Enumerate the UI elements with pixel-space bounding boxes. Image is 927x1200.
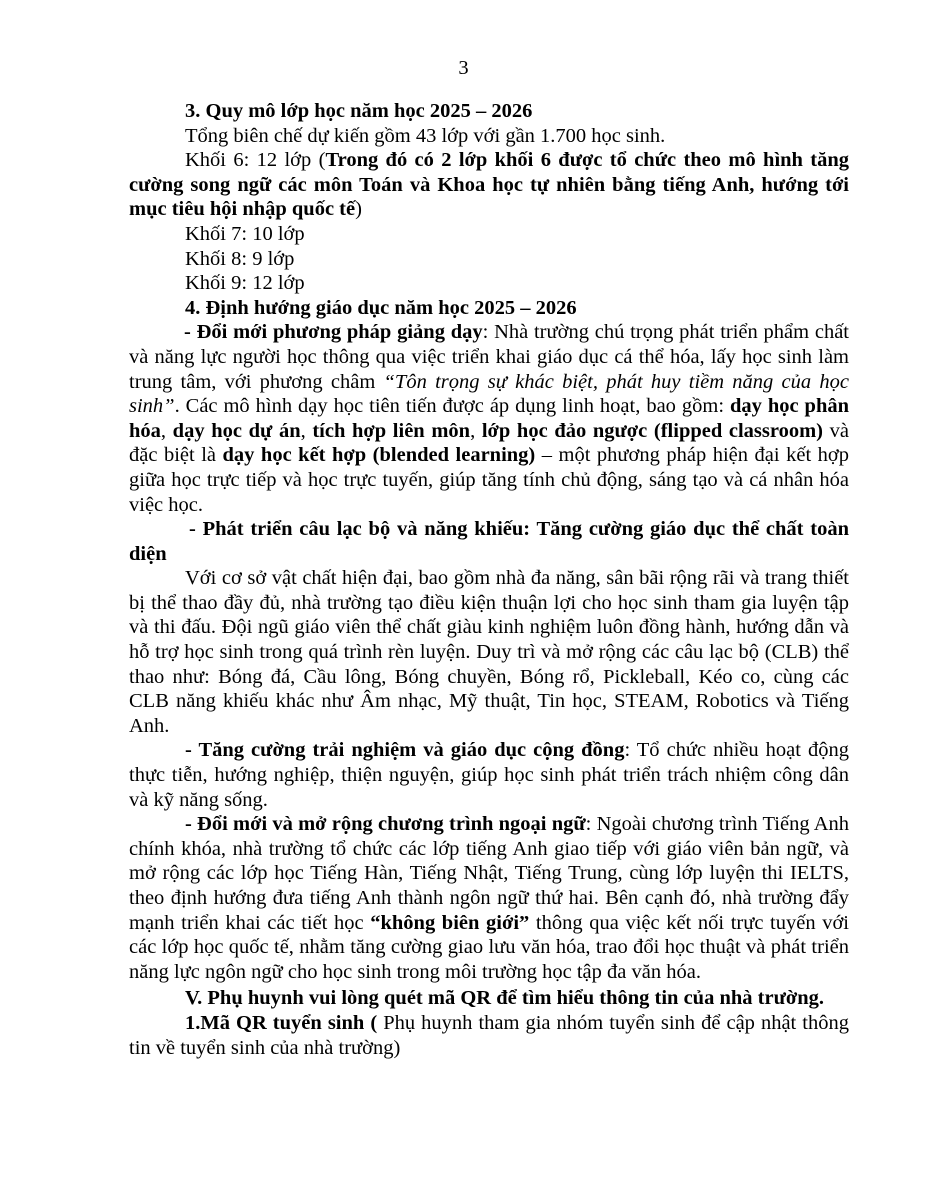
section-4-teaching-methods: - Đổi mới phương pháp giảng dạy: Nhà trường chú trọng phát triển phẩm chất và năng lực người học thông qua việc triển khai giáo dục cá thể hóa, lấy học sinh làm trung tâm, với phương châm “Tôn trọng sự khác biệt, phát huy tiềm năng của học sinh”. Các mô hình dạy học tiên tiến được áp dụng linh hoạt, bao gồm: dạy học phân hóa, dạy học dự án, tích hợp liên môn, lớp học đảo ngược (flipped classroom) và đặc biệt là dạy học kết hợp (blended learning) – một phương pháp hiện đại kết hợp giữa học trực tiếp và học trực tuyến, giúp tăng tính chủ động, sáng tạo và cá nhân hóa việc học.: [129, 321, 850, 516]
section-4-clubs-body: Với cơ sở vật chất hiện đại, bao gồm nhà đa năng, sân bãi rộng rãi và trang thiết bị thể thao đầy đủ, nhà trường tạo điều kiện thuận lợi cho học sinh tham gia luyện tập và thi đấu. Đội ngũ giáo viên thể chất giàu kinh nghiệm luôn đồng hành, hướng dẫn và hỗ trợ học sinh trong quá trình rèn luyện. Duy trì và mở rộng các câu lạc bộ (CLB) thể thao như: Bóng đá, Cầu lông, Bóng chuyền, Bóng rổ, Pickleball, Kéo co, cùng các CLB năng khiếu khác như Âm nhạc, Mỹ thuật, Tin học, STEAM, Robotics và Tiếng Anh.: [129, 567, 849, 737]
page-number: 3: [458, 57, 469, 79]
section-4-community: - Tăng cường trải nghiệm và giáo dục cộng đồng: Tổ chức nhiều hoạt động thực tiễn, hướng nghiệp, thiện nguyện, giúp học sinh phát triển trách nhiệm công dân và kỹ năng sống.: [129, 739, 849, 811]
section-4-languages: - Đổi mới và mở rộng chương trình ngoại ngữ: Ngoài chương trình Tiếng Anh chính khóa, nhà trường tổ chức các lớp tiếng Anh giao tiếp với giáo viên bản ngữ, và mở rộng các lớp học Tiếng Hàn, Tiếng Nhật, Tiếng Trung, cùng lớp luyện thi IELTS, theo định hướng đưa tiếng Anh thành ngôn ngữ thứ hai. Bên cạnh đó, nhà trường đẩy mạnh triển khai các tiết học “không biên giới” thông qua việc kết nối trực tuyến với các lớp học quốc tế, nhằm tăng cường giao lưu văn hóa, trao đổi học thuật và phát triển năng lực ngôn ngữ cho học sinh trong môi trường học tập đa văn hóa.: [129, 813, 849, 983]
page-content: [129, 99, 849, 1060]
section-5-qr-admissions: 1.Mã QR tuyển sinh ( Phụ huynh tham gia nhóm tuyển sinh để cập nhật thông tin về tuyển sinh của nhà trường): [129, 1011, 849, 1059]
section-3-grade-9: Khối 9: 12 lớp: [185, 272, 305, 295]
section-4-heading: 4. Định hướng giáo dục năm học 2025 – 2026: [185, 296, 577, 319]
section-3-heading: 3. Quy mô lớp học năm học 2025 – 2026: [185, 100, 533, 122]
section-3-grade-6: Khối 6: 12 lớp (Trong đó có 2 lớp khối 6 được tổ chức theo mô hình tăng cường song ngữ các môn Toán và Khoa học tự nhiên bằng tiếng Anh, hướng tới mục tiêu hội nhập quốc tế): [129, 149, 850, 221]
section-3-grade-8: Khối 8: 9 lớp: [185, 247, 295, 270]
section-3-total: Tổng biên chế dự kiến gồm 43 lớp với gần 1.700 học sinh.: [185, 124, 666, 147]
section-3-grade-7: Khối 7: 10 lớp: [185, 222, 305, 245]
section-5-heading: V. Phụ huynh vui lòng quét mã QR để tìm hiểu thông tin của nhà trường.: [185, 987, 824, 1010]
section-4-clubs-heading: - Phát triển câu lạc bộ và năng khiếu: Tăng cường giáo dục thể chất toàn diện: [129, 518, 849, 565]
